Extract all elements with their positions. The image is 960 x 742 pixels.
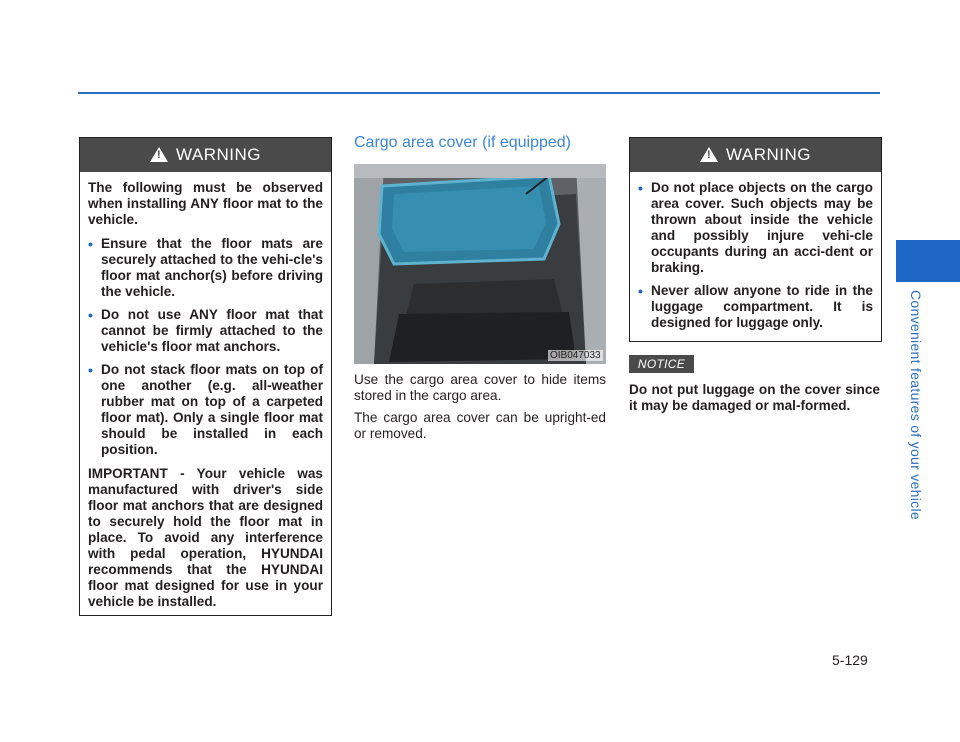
bullet-dot-icon: • <box>638 180 643 196</box>
warning-box-cargo-cover <box>629 137 882 342</box>
warning-body <box>630 172 881 347</box>
cargo-area-illustration <box>354 164 606 364</box>
section-paragraph: The cargo area cover can be upright-ed or removed. <box>354 410 606 441</box>
image-code: OIB047033 <box>550 350 601 361</box>
warning-bullet-text: Ensure that the floor mats are securely attached to the vehi-cle's floor mat anchor(s) before driving the vehicle. <box>101 236 323 299</box>
warning-bullet-text: Do not stack floor mats on top of one another (e.g. all-weather rubber mat on top of a carpeted floor mat). Only a single floor mat should be installed in each position. <box>101 362 323 457</box>
section-title: Cargo area cover (if equipped) <box>354 134 572 151</box>
warning-box-floor-mats <box>79 137 332 616</box>
warning-triangle-icon <box>150 147 168 162</box>
warning-bullet-text: Do not use ANY floor mat that cannot be firmly attached to the vehicle's floor mat anchors. <box>101 307 323 354</box>
warning-bullet <box>88 362 323 458</box>
warning-bullet-list <box>88 236 323 458</box>
section-body <box>354 372 606 448</box>
warning-bullet <box>88 307 323 355</box>
page-number: 5-129 <box>832 652 868 668</box>
chapter-tab <box>896 240 960 282</box>
bullet-dot-icon: • <box>638 283 643 299</box>
warning-body <box>80 172 331 626</box>
section-paragraph: Use the cargo area cover to hide items stored in the cargo area. <box>354 372 606 403</box>
warning-bullet-text: Never allow anyone to ride in the luggage compartment. It is designed for luggage only. <box>651 283 873 330</box>
warning-header <box>630 138 881 172</box>
warning-bullet <box>638 180 873 276</box>
bullet-dot-icon: • <box>88 236 93 252</box>
warning-bullet-text: Do not place objects on the cargo area cover. Such objects may be thrown about inside the vehicle and possibly injure vehi-cle occupants during an acci-dent or braking. <box>651 180 873 275</box>
warning-intro: The following must be observed when installing ANY floor mat to the vehicle. <box>88 180 323 227</box>
warning-heading: WARNING <box>175 145 262 164</box>
header-rule <box>78 92 880 94</box>
warning-important: IMPORTANT - Your vehicle was manufactured with driver's side floor mat anchors that are designed to securely hold the floor mat in place. To avoid any interference with pedal operation, HYUNDAI recommends that the HYUNDAI floor mat designed for use in your vehicle be installed. <box>88 466 323 609</box>
chapter-title <box>906 290 926 525</box>
notice-badge: NOTICE <box>629 355 694 373</box>
warning-bullet-list <box>638 180 873 331</box>
warning-bullet <box>638 283 873 331</box>
warning-bullet <box>88 236 323 300</box>
warning-heading: WARNING <box>725 145 812 164</box>
chapter-title-text: Convenient features of your vehicle <box>908 290 924 520</box>
cargo-area-photo <box>354 164 606 364</box>
warning-triangle-icon <box>700 147 718 162</box>
warning-header <box>80 138 331 172</box>
bullet-dot-icon: • <box>88 362 93 378</box>
bullet-dot-icon: • <box>88 307 93 323</box>
notice-text: Do not put luggage on the cover since it may be damaged or mal-formed. <box>629 382 880 413</box>
